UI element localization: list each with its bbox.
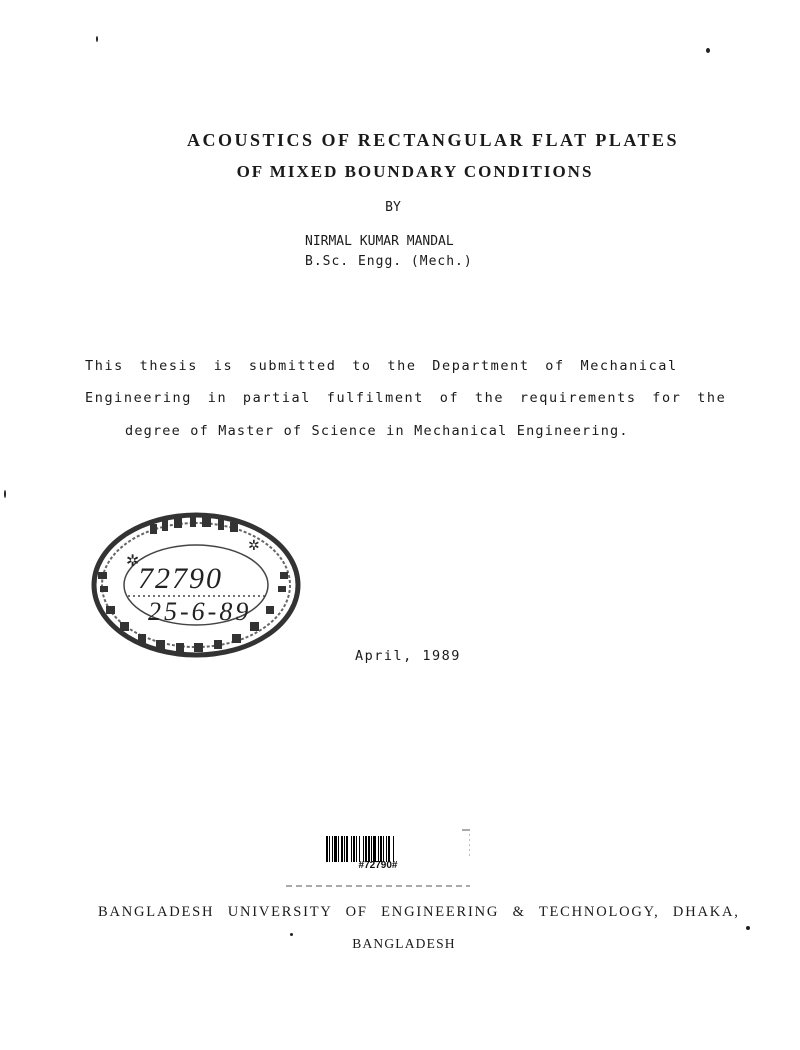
barcode-number: #72790# [358, 860, 398, 871]
svg-text:✲: ✲ [126, 551, 140, 570]
statement-line-2: Engineering in partial fulfilment of the requirements for the [85, 390, 727, 406]
submission-date: April, 1989 [355, 648, 461, 664]
statement-line-3: degree of Master of Science in Mechanical Engineering. [125, 423, 629, 439]
scan-speck [4, 490, 6, 498]
stamp-number: 72790 [138, 562, 223, 595]
stamp-date: 25-6-89 [148, 597, 252, 626]
country-line: BANGLADESH [352, 936, 456, 951]
author-degree: B.Sc. Engg. (Mech.) [305, 254, 473, 269]
thesis-title-line-2: OF MIXED BOUNDARY CONDITIONS [236, 162, 594, 181]
scan-speck [96, 36, 98, 42]
barcode-cut-lines [286, 828, 470, 890]
scan-speck [290, 933, 293, 936]
scan-speck [706, 48, 710, 53]
byline: BY [385, 200, 401, 215]
barcode-label [286, 828, 470, 890]
svg-text:✲: ✲ [248, 538, 260, 554]
thesis-title-line-1: ACOUSTICS OF RECTANGULAR FLAT PLATES [186, 130, 680, 150]
statement-line-1: This thesis is submitted to the Department of Mechanical [85, 358, 678, 374]
library-stamp [90, 510, 305, 665]
university-line: BANGLADESH UNIVERSITY OF ENGINEERING & TECHNOLOGY, DHAKA, [98, 904, 740, 920]
author-name: NIRMAL KUMAR MANDAL [305, 234, 454, 249]
scan-speck [746, 926, 750, 930]
